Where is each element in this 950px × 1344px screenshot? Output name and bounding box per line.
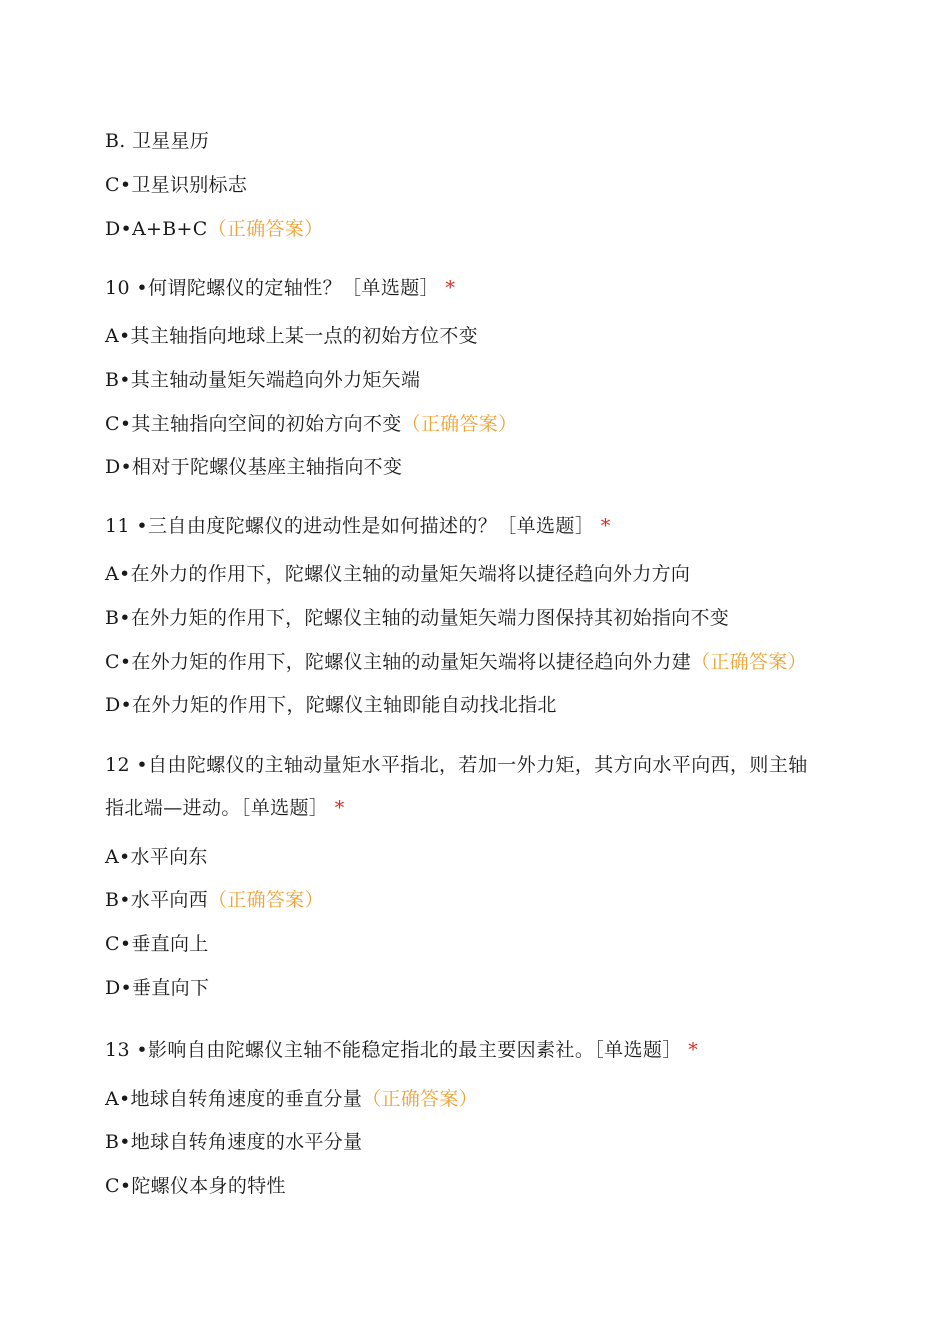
option-12d: [105, 976, 850, 1000]
question-13-title: [105, 1038, 850, 1062]
option-12c: [105, 932, 850, 956]
required-star: *: [688, 1039, 699, 1061]
question-text: 10 •何谓陀螺仪的定轴性？［单选题］: [105, 277, 440, 299]
option-11a: [105, 562, 850, 586]
option-label: B•地球自转角速度的水平分量: [105, 1131, 363, 1153]
option-10d: [105, 455, 850, 479]
correct-answer-tag: （正确答案）: [207, 218, 324, 240]
option-label: C•垂直向上: [105, 933, 209, 955]
option-12b: [105, 888, 850, 912]
question-11-title: [105, 514, 850, 538]
question-10-title: [105, 276, 850, 300]
question-12-title-line-1: [105, 753, 850, 777]
question-text: 11 •三自由度陀螺仪的进动性是如何描述的？［单选题］: [105, 515, 595, 537]
option-11c: [105, 650, 850, 674]
question-12-title-line-2: [105, 796, 850, 820]
option-13b: [105, 1130, 850, 1154]
correct-answer-tag: （正确答案）: [691, 651, 807, 673]
option-label: D•在外力矩的作用下，陀螺仪主轴即能自动找北指北: [105, 694, 557, 716]
option-13a: [105, 1087, 850, 1111]
option-label: B•其主轴动量矩矢端趋向外力矩矢端: [105, 369, 421, 391]
option-10a: [105, 324, 850, 348]
option-9b: [105, 129, 850, 153]
required-star: *: [600, 515, 611, 537]
option-label: B•在外力矩的作用下，陀螺仪主轴的动量矩矢端力图保持其初始指向不变: [105, 607, 730, 629]
question-text: 12 •自由陀螺仪的主轴动量矩水平指北，若加一外力矩，其方向水平向西，则主轴: [105, 754, 808, 776]
option-12a: [105, 845, 850, 869]
option-11d: [105, 693, 850, 717]
option-label: A•地球自转角速度的垂直分量: [105, 1088, 363, 1110]
required-star: *: [445, 277, 456, 299]
correct-answer-tag: （正确答案）: [362, 1088, 478, 1110]
option-label: A•水平向东: [105, 846, 208, 868]
option-label: D•相对于陀螺仪基座主轴指向不变: [105, 456, 403, 478]
option-10b: [105, 368, 850, 392]
option-13c: [105, 1174, 850, 1198]
correct-answer-tag: （正确答案）: [401, 413, 518, 435]
option-label: D•A+B+C: [105, 218, 208, 240]
option-11b: [105, 606, 850, 630]
option-10c: [105, 412, 850, 436]
option-label: D•垂直向下: [105, 977, 210, 999]
correct-answer-tag: （正确答案）: [207, 889, 324, 911]
option-label: B. 卫星星历: [105, 130, 210, 152]
option-label: C•其主轴指向空间的初始方向不变: [105, 413, 402, 435]
option-label: B•水平向西: [105, 889, 208, 911]
option-label: A•在外力的作用下，陀螺仪主轴的动量矩矢端将以捷径趋向外力方向: [105, 563, 691, 585]
question-text: 指北端—进动。［单选题］: [105, 797, 329, 819]
question-text: 13 •影响自由陀螺仪主轴不能稳定指北的最主要因素社。［单选题］: [105, 1039, 682, 1061]
option-label: A•其主轴指向地球上某一点的初始方位不变: [105, 325, 478, 347]
option-label: C•陀螺仪本身的特性: [105, 1175, 286, 1197]
option-9d: [105, 217, 850, 241]
option-label: C•在外力矩的作用下，陀螺仪主轴的动量矩矢端将以捷径趋向外力建: [105, 651, 692, 673]
required-star: *: [334, 797, 345, 819]
option-9c: [105, 173, 850, 197]
option-label: C•卫星识别标志: [105, 174, 248, 196]
